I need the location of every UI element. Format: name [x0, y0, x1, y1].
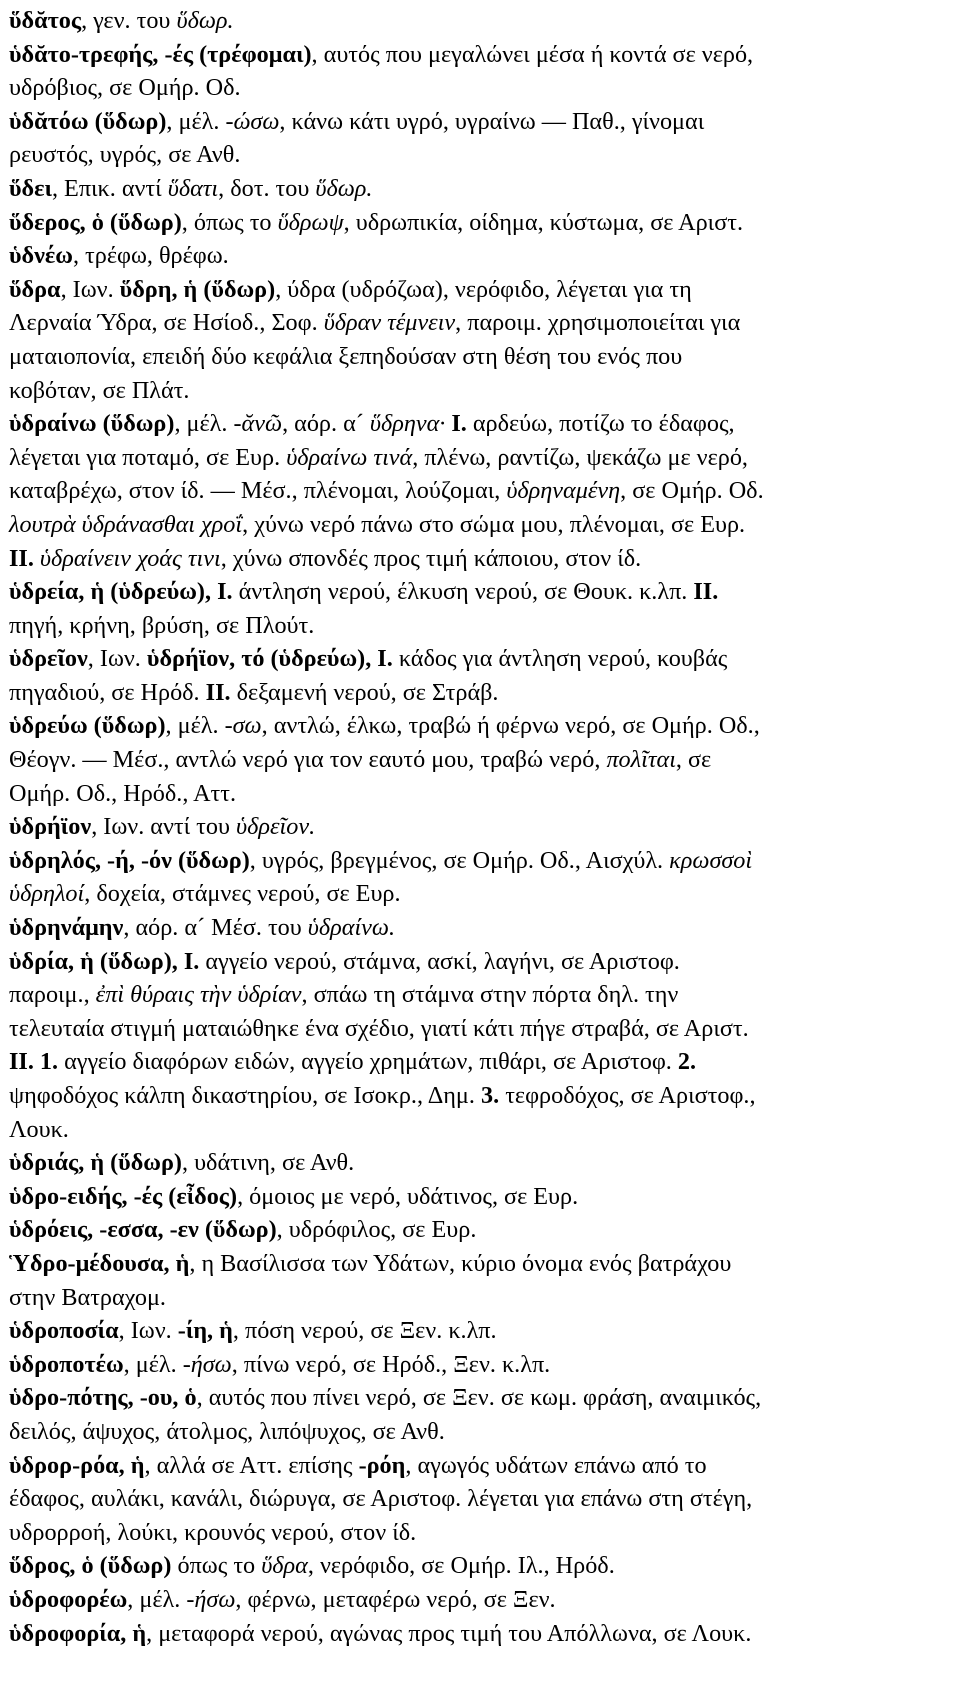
entry-text: , αγωγός υδάτων επάνω από το: [405, 1451, 707, 1479]
entry-headword: ὕδει: [9, 174, 52, 202]
dictionary-line: [9, 642, 960, 676]
entry-text: , τρέφω, θρέφω.: [72, 242, 229, 270]
entry-text: υδρόβιος, σε Ομήρ. Οδ.: [9, 74, 241, 102]
entry-text: , γεν. του: [81, 7, 177, 34]
entry-text: , υδρωπικία, οίδημα, κύστωμα, σε Αριστ.: [343, 208, 743, 236]
dictionary-line: [9, 306, 960, 340]
entry-text: κοβόταν, σε Πλάτ.: [9, 376, 190, 404]
entry-headword: II.: [205, 678, 231, 706]
dictionary-line: [9, 1449, 960, 1483]
entry-headword: ὕδρος, ὁ (ὕδωρ): [9, 1552, 172, 1580]
dictionary-line: [9, 1348, 960, 1382]
entry-headword: ὑδρηνάμην: [9, 914, 124, 942]
entry-text: , πλένω, ραντίζω, ψεκάζω με νερό,: [412, 443, 748, 471]
dictionary-line: [9, 4, 960, 38]
entry-headword: II. 1.: [9, 1048, 59, 1076]
dictionary-line: [9, 1617, 960, 1651]
entry-text: δειλός, άψυχος, άτολμος, λιπόψυχος, σε Ανθ.: [9, 1417, 445, 1445]
entry-text: , αντλώ, έλκω, τραβώ ή φέρνω νερό, σε Ομήρ. Οδ.,: [261, 712, 760, 740]
entry-headword: Ὑδρο-μέδουσα, ἡ: [9, 1249, 190, 1277]
entry-text: , χύνω νερό πάνω στο σώμα μου, πλένομαι, σε Ευρ.: [242, 510, 746, 538]
entry-headword: ὕδρα: [9, 275, 61, 303]
dictionary-line: [9, 844, 960, 878]
entry-headword: ὕδερος, ὁ (ὕδωρ): [9, 208, 182, 236]
entry-italic-text: ὕδωρ.: [176, 7, 234, 34]
dictionary-line: [9, 542, 960, 576]
entry-text: , μέλ.: [166, 107, 226, 135]
entry-italic-text: λουτρὰ ὑδράνασθαι χροΐ: [9, 510, 243, 538]
entry-text: , Ιων.: [118, 1317, 178, 1345]
dictionary-line: [9, 911, 960, 945]
entry-italic-text: ὕδατι: [167, 174, 219, 202]
entry-text: , δοχεία, στάμνες νερού, σε Ευρ.: [84, 880, 401, 908]
entry-italic-text: -ήσω: [182, 1350, 232, 1378]
entry-text: , Ιων.: [87, 645, 147, 673]
entry-headword: ὑδρεία, ἡ (ὑδρεύω), I.: [9, 578, 233, 606]
entry-text: πηγαδιού, σε Ηρόδ.: [9, 678, 206, 706]
dictionary-line: [9, 239, 960, 273]
dictionary-line: [9, 978, 960, 1012]
dictionary-line: [9, 340, 960, 374]
entry-text: , χύνω σπονδές προς τιμή κάποιου, στον ίδ.: [220, 544, 642, 572]
entry-text: λέγεται για ποταμό, σε Ευρ.: [9, 443, 287, 471]
entry-headword: ὑδᾰτο-τρεφής, -ές (τρέφομαι): [9, 40, 312, 68]
entry-italic-text: -ήσω: [186, 1585, 236, 1613]
entry-italic-text: ὑδρηλοί: [9, 880, 85, 908]
entry-text: στην Βατραχομ.: [9, 1283, 166, 1311]
entry-text: , μέλ.: [174, 410, 234, 438]
dictionary-line: [9, 945, 960, 979]
entry-italic-text: ὕδρηνα·: [369, 410, 446, 438]
entry-headword: ὕδρη, ἡ (ὕδωρ): [119, 275, 276, 303]
entry-italic-text: -ᾰνῶ: [233, 410, 283, 438]
dictionary-line: [9, 1583, 960, 1617]
entry-text: , μέλ.: [165, 712, 225, 740]
entry-headword: ὑδρία, ἡ (ὕδωρ), I.: [9, 947, 200, 975]
entry-headword: ὑδρόεις, -εσσα, -εν (ὕδωρ): [9, 1216, 277, 1244]
dictionary-line: [9, 1180, 960, 1214]
entry-text: , φέρνω, μεταφέρω νερό, σε Ξεν.: [235, 1585, 556, 1613]
entry-text: , σε: [675, 746, 712, 774]
entry-italic-text: πολῖται: [606, 746, 676, 774]
entry-text: , κάνω κάτι υγρό, υγραίνω — Παθ., γίνομαι: [279, 107, 705, 135]
dictionary-line: [9, 474, 960, 508]
entry-text: αρδεύω, ποτίζω το έδαφος,: [466, 410, 735, 438]
dictionary-line: [9, 777, 960, 811]
entry-headword: ὑδροποτέω: [9, 1350, 124, 1378]
entry-text: , αόρ. α´ Μέσ. του: [123, 914, 308, 942]
entry-text: άντληση νερού, έλκυση νερού, σε Θουκ. κ.λπ.: [232, 578, 694, 606]
dictionary-line: [9, 1146, 960, 1180]
dictionary-line: [9, 1281, 960, 1315]
entry-text: , αόρ. α´: [282, 410, 370, 438]
dictionary-line: [9, 1079, 960, 1113]
dictionary-line: [9, 810, 960, 844]
entry-italic-text: ὑδραίνω τινά: [286, 443, 413, 471]
entry-headword: II.: [9, 544, 34, 572]
entry-headword: 3.: [481, 1082, 500, 1109]
entry-headword: ὑδρεῖον: [9, 645, 88, 673]
entry-text: , αυτός που μεγαλώνει μέσα ή κοντά σε νερό,: [311, 40, 754, 68]
entry-text: , δοτ. του: [218, 174, 316, 202]
entry-text: , σε Ομήρ. Οδ.: [620, 477, 764, 505]
dictionary-line: [9, 877, 960, 911]
entry-text: , Επικ. αντί: [51, 174, 168, 202]
entry-text: , αυτός που πίνει νερό, σε Ξεν. σε κωμ. φράση, αναιμικός,: [196, 1384, 762, 1412]
entry-text: κάδος για άντληση νερού, κουβάς: [392, 645, 728, 673]
entry-italic-text: -σω: [224, 712, 262, 740]
entry-text: όπως το: [171, 1552, 262, 1580]
entry-italic-text: κρωσσοὶ: [669, 846, 753, 874]
entry-headword: -ίη, ἡ: [177, 1317, 233, 1345]
entry-text: αγγείο νερού, στάμνα, ασκί, λαγήνι, σε Αριστοφ.: [199, 947, 680, 975]
entry-text: , υγρός, βρεγμένος, σε Ομήρ. Οδ., Αισχύλ.: [249, 846, 670, 874]
entry-italic-text: ὕδρα: [261, 1552, 308, 1580]
entry-text: , ύδρα (υδρόζωα), νερόφιδο, λέγεται για τη: [275, 275, 692, 303]
dictionary-line: [9, 1247, 960, 1281]
entry-text: παροιμ.,: [9, 981, 96, 1009]
entry-text: τεφροδόχος, σε Αριστοφ.,: [499, 1082, 756, 1109]
entry-text: , νερόφιδο, σε Ομήρ. Ιλ., Ηρόδ.: [307, 1552, 615, 1580]
entry-headword: II.: [693, 578, 719, 606]
entry-text: υδρορροή, λούκι, κρουνός νερού, στον ίδ.: [9, 1518, 417, 1546]
entry-italic-text: ὕδραν τέμνειν: [323, 309, 456, 337]
entry-italic-text: ὑδρηναμένη: [506, 477, 621, 505]
entry-text: , η Βασίλισσα των Υδάτων, κύριο όνομα ενός βατράχου: [189, 1249, 732, 1277]
entry-italic-text: ὑδραίνω.: [307, 914, 396, 942]
entry-italic-text: ὑδραίνειν χοάς τινι: [39, 544, 221, 572]
entry-headword: ὑδρεύω (ὕδωρ): [9, 712, 166, 740]
dictionary-line: [9, 1213, 960, 1247]
dictionary-line: [9, 441, 960, 475]
entry-text: αγγείο διαφόρων ειδών, αγγείο χρημάτων, πιθάρι, σε Αριστοφ.: [58, 1048, 678, 1076]
dictionary-line: [9, 709, 960, 743]
entry-text: καταβρέχω, στον ίδ. — Μέσ., πλένομαι, λούζομαι,: [9, 477, 507, 505]
entry-text: Ομήρ. Οδ., Ηρόδ., Αττ.: [9, 779, 237, 807]
entry-headword: ὕδᾰτος: [9, 7, 82, 34]
entry-headword: -ρόη: [358, 1451, 406, 1479]
entry-headword: ὑδρηλός, -ή, -όν (ὕδωρ): [9, 846, 250, 874]
dictionary-line: [9, 1314, 960, 1348]
entry-text: τελευταία στιγμή ματαιώθηκε ένα σχέδιο, γιατί κάτι πήγε στραβά, σε Αριστ.: [9, 1014, 749, 1042]
entry-text: , όπως το: [181, 208, 278, 236]
entry-headword: ὑδρο-ειδής, -ές (εἶδος): [9, 1182, 238, 1210]
entry-italic-text: ὑδρεῖον.: [236, 813, 316, 841]
dictionary-line: [9, 676, 960, 710]
entry-text: , πόση νερού, σε Ξεν. κ.λπ.: [232, 1317, 497, 1345]
entry-text: έδαφος, αυλάκι, κανάλι, διώρυγα, σε Αριστοφ. λέγεται για επάνω στη στέγη,: [9, 1485, 753, 1513]
entry-text: ματαιοπονία, επειδή δύο κεφάλια ξεπηδούσαν στη θέση του ενός που: [9, 342, 683, 370]
dictionary-line: [9, 138, 960, 172]
entry-text: Λουκ.: [9, 1115, 69, 1143]
entry-text: , αλλά σε Αττ. επίσης: [144, 1451, 359, 1479]
entry-headword: ὑδριάς, ἡ (ὕδωρ): [9, 1149, 182, 1177]
entry-text: ψηφοδόχος κάλπη δικαστηρίου, σε Ισοκρ., Δημ.: [9, 1082, 481, 1109]
entry-text: , σπάω τη στάμνα στην πόρτα δηλ. την: [301, 981, 679, 1009]
entry-text: ρευστός, υγρός, σε Ανθ.: [9, 141, 241, 169]
entry-text: , μέλ.: [123, 1350, 183, 1378]
entry-headword: ὑδᾰτόω (ὕδωρ): [9, 107, 167, 135]
dictionary-line: [9, 1516, 960, 1550]
dictionary-line: [9, 1381, 960, 1415]
dictionary-line: [9, 374, 960, 408]
entry-italic-text: ἐπὶ θύραις τὴν ὑδρίαν: [95, 981, 302, 1009]
dictionary-line: [9, 407, 960, 441]
entry-text: , υδρόφιλος, σε Ευρ.: [276, 1216, 477, 1244]
dictionary-line: [9, 1045, 960, 1079]
dictionary-line: [9, 743, 960, 777]
entry-text: , μεταφορά νερού, αγώνας προς τιμή του Απόλλωνα, σε Λουκ.: [146, 1619, 752, 1647]
entry-text: , παροιμ. χρησιμοποιείται για: [455, 309, 741, 337]
entry-text: , Ιων. αντί του: [91, 813, 237, 841]
entry-text: , μέλ.: [127, 1585, 187, 1613]
entry-headword: ὑδρήϊον: [9, 813, 92, 841]
dictionary-line: [9, 609, 960, 643]
dictionary-line: [9, 38, 960, 72]
dictionary-line: [9, 575, 960, 609]
entry-headword: ὑδροποσία: [9, 1317, 119, 1345]
dictionary-line: [9, 105, 960, 139]
dictionary-line: [9, 1482, 960, 1516]
entry-text: Λερναία Ύδρα, σε Ησίοδ., Σοφ.: [9, 309, 324, 337]
dictionary-line: [9, 206, 960, 240]
entry-headword: ὑδνέω: [9, 242, 73, 270]
entry-italic-text: -ώσω: [225, 107, 280, 135]
entry-text: , πίνω νερό, σε Ηρόδ., Ξεν. κ.λπ.: [231, 1350, 551, 1378]
dictionary-line: [9, 1012, 960, 1046]
dictionary-line: [9, 508, 960, 542]
dictionary-line: [9, 1415, 960, 1449]
entry-italic-text: ὕδωρ.: [315, 174, 373, 202]
entry-headword: ὑδρο-πότης, -ου, ὁ: [9, 1384, 197, 1412]
dictionary-line: [9, 172, 960, 206]
entry-headword: I.: [451, 410, 467, 438]
entry-headword: ὑδροφορία, ἡ: [9, 1619, 147, 1647]
entry-headword: ὑδροφορέω: [9, 1585, 128, 1613]
entry-text: , όμοιος με νερό, υδάτινος, σε Ευρ.: [237, 1182, 579, 1210]
entry-text: δεξαμενή νερού, σε Στράβ.: [230, 678, 499, 706]
entry-headword: ὑδρορ-ρόα, ἡ: [9, 1451, 145, 1479]
entry-italic-text: ὕδρωψ: [277, 208, 344, 236]
dictionary-line: [9, 71, 960, 105]
dictionary-line: [9, 273, 960, 307]
dictionary-line: [9, 1113, 960, 1147]
entry-text: πηγή, κρήνη, βρύση, σε Πλούτ.: [9, 611, 315, 639]
entry-text: , υδάτινη, σε Ανθ.: [181, 1149, 355, 1177]
entry-headword: ὑδραίνω (ὕδωρ): [9, 410, 175, 438]
dictionary-line: [9, 1549, 960, 1583]
entry-headword: ὑδρήϊον, τό (ὑδρεύω), I.: [146, 645, 393, 673]
entry-headword: 2.: [677, 1048, 697, 1076]
entry-text: , Ιων.: [60, 275, 120, 303]
entry-text: Θέογν. — Μέσ., αντλώ νερό για τον εαυτό μου, τραβώ νερό,: [9, 746, 607, 774]
